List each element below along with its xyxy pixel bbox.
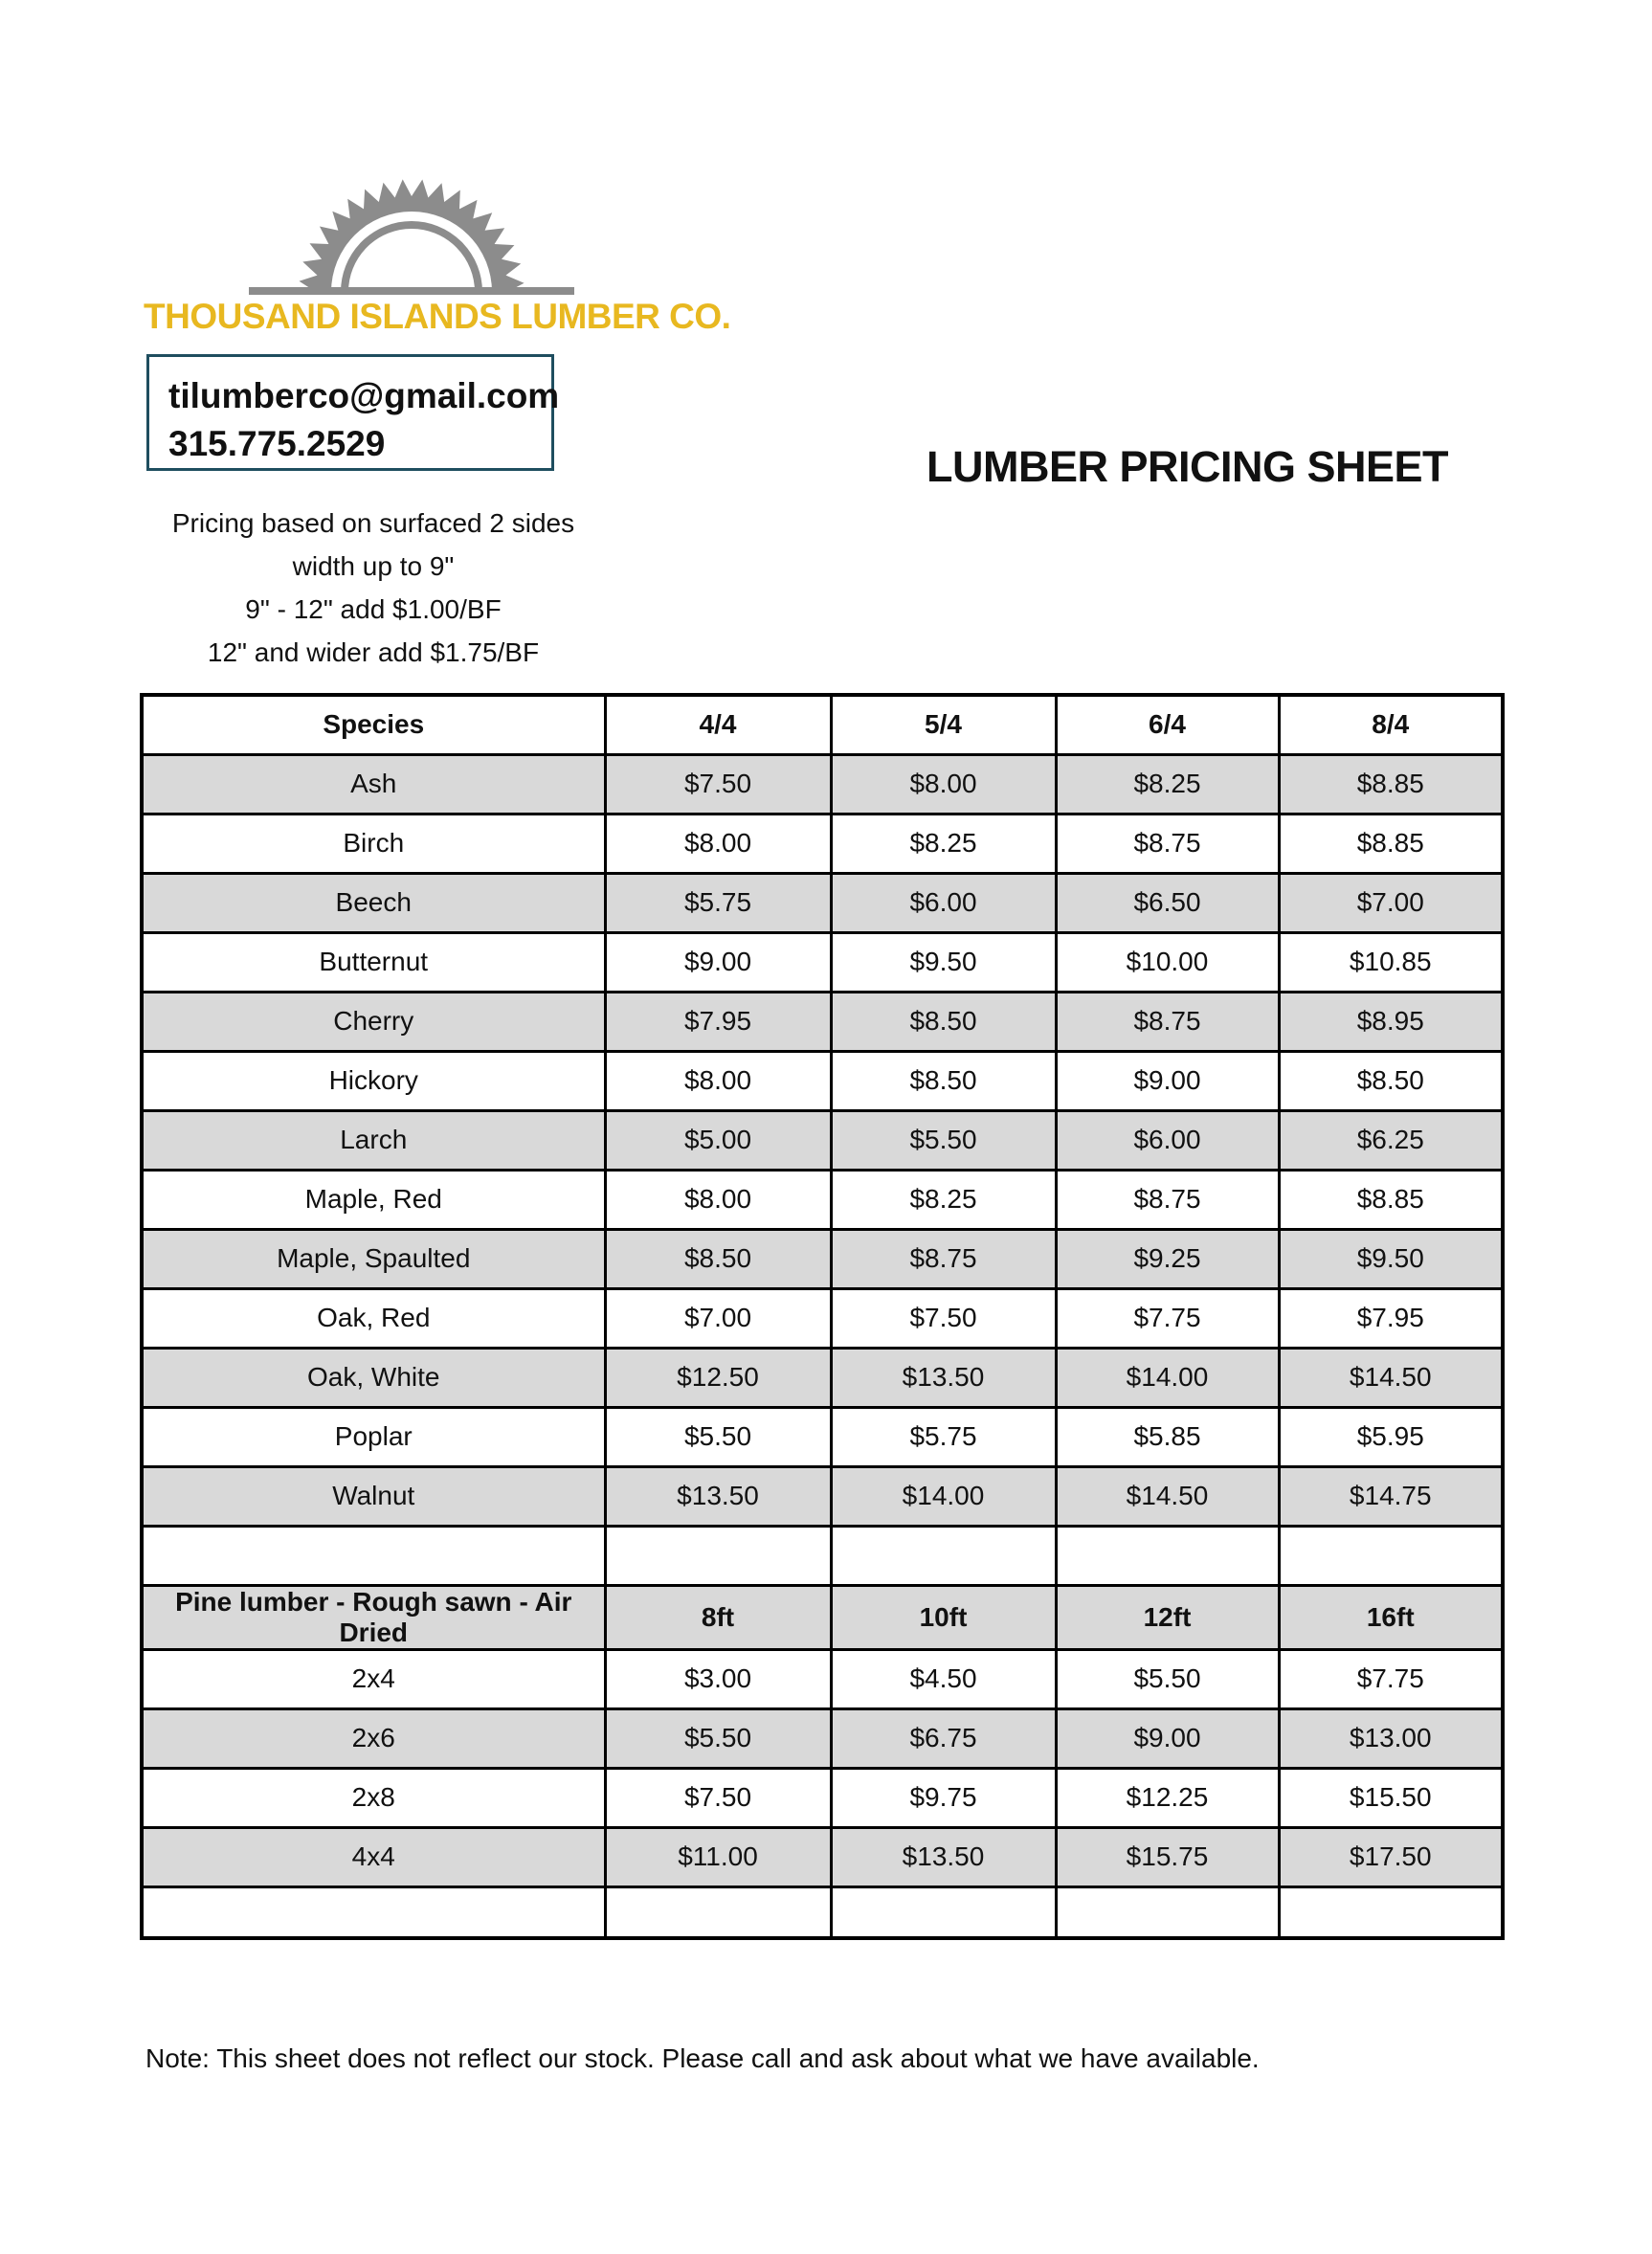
- table-cell: Oak, Red: [142, 1288, 605, 1348]
- saw-blade-icon: [249, 172, 574, 297]
- pine-row: [142, 1708, 1503, 1768]
- table-cell: $9.50: [1279, 1229, 1503, 1288]
- table-cell: Hickory: [142, 1051, 605, 1110]
- pine-row: [142, 1827, 1503, 1886]
- table-cell: $8.75: [831, 1229, 1056, 1288]
- spacer-row: [142, 1526, 1503, 1585]
- table-cell: 8/4: [1279, 695, 1503, 754]
- pine-header-row: [142, 1585, 1503, 1649]
- table-cell: [831, 1886, 1056, 1938]
- page-title: LUMBER PRICING SHEET: [926, 442, 1449, 491]
- table-cell: $8.95: [1279, 992, 1503, 1051]
- table-cell: $14.50: [1279, 1348, 1503, 1407]
- table-cell: $7.00: [1279, 873, 1503, 932]
- hardwood-row: [142, 814, 1503, 873]
- table-cell: $3.00: [605, 1649, 831, 1708]
- table-cell: 4x4: [142, 1827, 605, 1886]
- table-cell: $7.95: [1279, 1288, 1503, 1348]
- table-cell: $15.75: [1056, 1827, 1279, 1886]
- table-cell: $13.50: [831, 1348, 1056, 1407]
- pricing-note: width up to 9": [292, 551, 455, 581]
- table-cell: $8.75: [1056, 814, 1279, 873]
- table-cell: $5.75: [831, 1407, 1056, 1466]
- table-cell: $8.75: [1056, 992, 1279, 1051]
- table-cell: $8.50: [1279, 1051, 1503, 1110]
- table-cell: $7.75: [1279, 1649, 1503, 1708]
- hardwood-row: [142, 754, 1503, 814]
- table-cell: $9.75: [831, 1768, 1056, 1827]
- table-cell: Oak, White: [142, 1348, 605, 1407]
- hardwood-row: [142, 873, 1503, 932]
- table-cell: $8.00: [605, 814, 831, 873]
- table-cell: [831, 1526, 1056, 1585]
- pricing-note: Pricing based on surfaced 2 sides: [171, 508, 575, 538]
- table-cell: Cherry: [142, 992, 605, 1051]
- table-cell: Beech: [142, 873, 605, 932]
- table-cell: 12ft: [1056, 1585, 1279, 1649]
- table-cell: $8.75: [1056, 1170, 1279, 1229]
- table-cell: [605, 1526, 831, 1585]
- table-cell: 16ft: [1279, 1585, 1503, 1649]
- table-cell: [1279, 1886, 1503, 1938]
- table-cell: $10.00: [1056, 932, 1279, 992]
- table-cell: [1056, 1526, 1279, 1585]
- contact-phone[interactable]: 315.775.2529: [168, 424, 386, 463]
- table-cell: Poplar: [142, 1407, 605, 1466]
- table-cell: $7.00: [605, 1288, 831, 1348]
- table-cell: $8.25: [831, 814, 1056, 873]
- table-cell: [142, 1526, 605, 1585]
- hardwood-row: [142, 1229, 1503, 1288]
- table-cell: $8.50: [605, 1229, 831, 1288]
- table-cell: [142, 1886, 605, 1938]
- pine-row: [142, 1649, 1503, 1708]
- table-cell: [605, 1886, 831, 1938]
- table-cell: $8.85: [1279, 1170, 1503, 1229]
- table-cell: Walnut: [142, 1466, 605, 1526]
- table-cell: Birch: [142, 814, 605, 873]
- table-cell: 6/4: [1056, 695, 1279, 754]
- table-cell: $14.00: [831, 1466, 1056, 1526]
- pricing-note: 9" - 12" add $1.00/BF: [245, 594, 502, 624]
- table-cell: $4.50: [831, 1649, 1056, 1708]
- table-cell: $6.25: [1279, 1110, 1503, 1170]
- table-cell: 5/4: [831, 695, 1056, 754]
- table-cell: 4/4: [605, 695, 831, 754]
- pricing-notes: [144, 502, 603, 674]
- table-cell: $5.50: [1056, 1649, 1279, 1708]
- table-cell: $11.00: [605, 1827, 831, 1886]
- table-cell: $5.00: [605, 1110, 831, 1170]
- table-cell: $9.00: [605, 932, 831, 992]
- stock-footnote: Note: This sheet does not reflect our stock. Please call and ask about what we have available.: [145, 2043, 1260, 2073]
- table-cell: $5.50: [605, 1407, 831, 1466]
- table-cell: $6.50: [1056, 873, 1279, 932]
- hardwood-row: [142, 1051, 1503, 1110]
- table-cell: $10.85: [1279, 932, 1503, 992]
- table-cell: $14.00: [1056, 1348, 1279, 1407]
- table-cell: $12.50: [605, 1348, 831, 1407]
- company-name: THOUSAND ISLANDS LUMBER CO.: [144, 297, 731, 336]
- table-cell: $5.85: [1056, 1407, 1279, 1466]
- table-cell: 8ft: [605, 1585, 831, 1649]
- table-cell: Ash: [142, 754, 605, 814]
- table-cell: $9.00: [1056, 1051, 1279, 1110]
- table-cell: $6.00: [831, 873, 1056, 932]
- contact-email[interactable]: tilumberco@gmail.com: [168, 376, 560, 415]
- table-cell: $7.50: [605, 754, 831, 814]
- table-cell: $8.85: [1279, 814, 1503, 873]
- table-cell: Maple, Spaulted: [142, 1229, 605, 1288]
- hardwood-row: [142, 1348, 1503, 1407]
- pricing-table: [140, 693, 1505, 1940]
- table-cell: $7.75: [1056, 1288, 1279, 1348]
- table-cell: $8.25: [831, 1170, 1056, 1229]
- table-cell: $9.00: [1056, 1708, 1279, 1768]
- table-cell: $14.50: [1056, 1466, 1279, 1526]
- table-cell: $17.50: [1279, 1827, 1503, 1886]
- table-cell: $13.00: [1279, 1708, 1503, 1768]
- table-cell: $7.50: [831, 1288, 1056, 1348]
- table-cell: $6.75: [831, 1708, 1056, 1768]
- hardwood-row: [142, 1466, 1503, 1526]
- table-cell: $7.95: [605, 992, 831, 1051]
- spacer-row: [142, 1886, 1503, 1938]
- table-cell: $13.50: [605, 1466, 831, 1526]
- table-cell: $8.00: [605, 1051, 831, 1110]
- table-cell: $7.50: [605, 1768, 831, 1827]
- table-cell: $14.75: [1279, 1466, 1503, 1526]
- table-cell: Species: [142, 695, 605, 754]
- table-cell: 2x6: [142, 1708, 605, 1768]
- table-cell: [1279, 1526, 1503, 1585]
- table-cell: [1056, 1886, 1279, 1938]
- table-cell: $5.75: [605, 873, 831, 932]
- table-cell: $8.50: [831, 992, 1056, 1051]
- table-cell: $12.25: [1056, 1768, 1279, 1827]
- table-cell: $5.50: [831, 1110, 1056, 1170]
- hardwood-row: [142, 1407, 1503, 1466]
- hardwood-row: [142, 1170, 1503, 1229]
- contact-box: [146, 354, 560, 471]
- hardwood-row: [142, 1110, 1503, 1170]
- hardwood-row: [142, 932, 1503, 992]
- hardwood-header-row: [142, 695, 1503, 754]
- table-cell: $8.25: [1056, 754, 1279, 814]
- pricing-table-body: [142, 695, 1503, 1938]
- table-cell: 2x4: [142, 1649, 605, 1708]
- pricing-note: 12" and wider add $1.75/BF: [207, 637, 540, 667]
- table-cell: $8.00: [831, 754, 1056, 814]
- table-cell: $9.25: [1056, 1229, 1279, 1288]
- table-cell: $9.50: [831, 932, 1056, 992]
- table-cell: Butternut: [142, 932, 605, 992]
- table-cell: $8.85: [1279, 754, 1503, 814]
- table-cell: Pine lumber - Rough sawn - Air Dried: [142, 1585, 605, 1649]
- hardwood-row: [142, 992, 1503, 1051]
- table-cell: $8.50: [831, 1051, 1056, 1110]
- table-cell: $13.50: [831, 1827, 1056, 1886]
- table-cell: $6.00: [1056, 1110, 1279, 1170]
- table-cell: $5.50: [605, 1708, 831, 1768]
- pine-row: [142, 1768, 1503, 1827]
- table-cell: 2x8: [142, 1768, 605, 1827]
- table-cell: 10ft: [831, 1585, 1056, 1649]
- hardwood-row: [142, 1288, 1503, 1348]
- table-cell: Larch: [142, 1110, 605, 1170]
- table-cell: $8.00: [605, 1170, 831, 1229]
- table-cell: Maple, Red: [142, 1170, 605, 1229]
- table-cell: $15.50: [1279, 1768, 1503, 1827]
- table-cell: $5.95: [1279, 1407, 1503, 1466]
